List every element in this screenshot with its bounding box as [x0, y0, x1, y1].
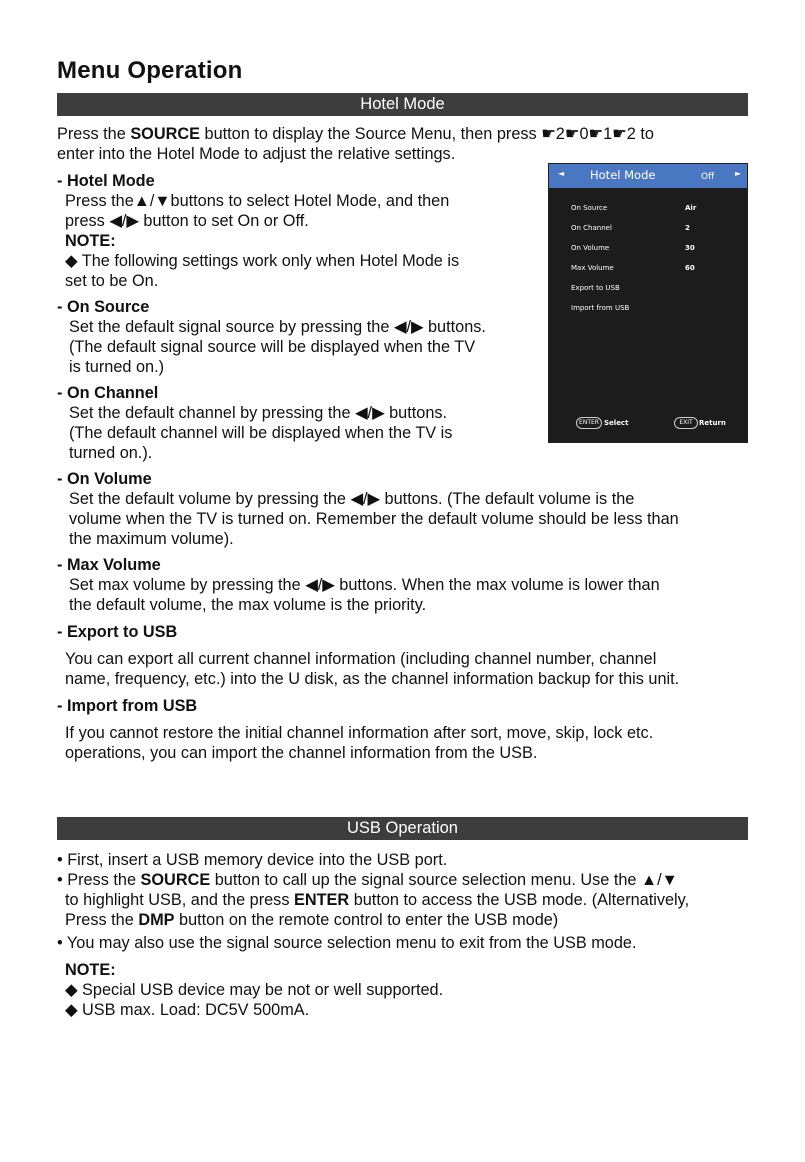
on-volume-heading: - On Volume [57, 470, 152, 488]
menu-item-on-channel: On Channel [571, 224, 612, 232]
hotel-mode-line-1: Press the▲/▼buttons to select Hotel Mode, and then [65, 192, 450, 210]
on-volume-line: volume when the TV is turned on. Remember the default volume should be less than [69, 510, 679, 528]
hotel-intro-line-1: Press the SOURCE button to display the Source Menu, then press ☛2☛0☛1☛2 to [57, 125, 654, 143]
import-usb-line: If you cannot restore the initial channel information after sort, move, skip, lock etc. [65, 724, 654, 742]
export-usb-line: name, frequency, etc.) into the U disk, as the channel information backup for this unit. [65, 670, 680, 688]
exit-key-icon: EXIT [674, 417, 698, 429]
export-usb-line: You can export all current channel information (including channel number, channel [65, 650, 657, 668]
enter-key-icon: ENTER [576, 417, 602, 429]
on-channel-line: turned on.). [69, 444, 153, 462]
menu-value-on-channel: 2 [685, 224, 690, 232]
max-volume-heading: - Max Volume [57, 556, 161, 574]
hotel-intro-line-2: enter into the Hotel Mode to adjust the relative settings. [57, 145, 456, 163]
hotel-mode-line-2: press ◀/▶ button to set On or Off. [65, 212, 309, 230]
import-usb-heading: - Import from USB [57, 697, 198, 715]
export-usb-heading: - Export to USB [57, 623, 178, 641]
on-volume-line: the maximum volume). [69, 530, 234, 548]
usb-note-item: ◆ USB max. Load: DC5V 500mA. [65, 1001, 310, 1019]
hotel-mode-note-line-1: ◆ The following settings work only when Hotel Mode is [65, 252, 460, 270]
menu-item-export-to-usb: Export to USB [571, 284, 620, 292]
on-source-line: Set the default signal source by pressing the ◀/▶ buttons. [69, 318, 486, 336]
usb-operation-section-bar: USB Operation [57, 817, 748, 840]
hotel-mode-menu-screenshot [548, 163, 748, 443]
page-title: Menu Operation [57, 57, 243, 84]
menu-value-on-volume: 30 [685, 244, 695, 252]
hotel-mode-note-line-2: set to be On. [65, 272, 159, 290]
usb-bullet-3: • You may also use the signal source selection menu to exit from the USB mode. [57, 934, 637, 952]
right-arrow-icon: ► [735, 169, 742, 178]
max-volume-line: Set max volume by pressing the ◀/▶ buttons. When the max volume is lower than [69, 576, 660, 594]
menu-item-on-source: On Source [571, 204, 608, 212]
hotel-mode-menu-header [549, 164, 747, 188]
left-arrow-icon: ◄ [558, 169, 565, 178]
usb-bullet-1: • First, insert a USB memory device into the USB port. [57, 851, 448, 869]
on-channel-line: Set the default channel by pressing the ◀/▶ buttons. [69, 404, 448, 422]
hotel-mode-note-label: NOTE: [65, 232, 116, 250]
menu-item-on-volume: On Volume [571, 244, 610, 252]
on-channel-line: (The default channel will be displayed when the TV is [69, 424, 453, 442]
on-source-line: is turned on.) [69, 358, 165, 376]
usb-note-item: ◆ Special USB device may be not or well supported. [65, 981, 444, 999]
hotel-mode-heading: - Hotel Mode [57, 172, 155, 190]
on-volume-line: Set the default volume by pressing the ◀/▶ buttons. (The default volume is the [69, 490, 635, 508]
usb-bullet-2-line-2: to highlight USB, and the press ENTER button to access the USB mode. (Alternatively, [65, 891, 690, 909]
select-hint-label: Select [604, 419, 629, 427]
menu-value-max-volume: 60 [685, 264, 695, 272]
usb-bullet-2-line-1: • Press the SOURCE button to call up the signal source selection menu. Use the ▲/▼ [57, 871, 678, 889]
usb-bullet-2-line-3: Press the DMP button on the remote control to enter the USB mode) [65, 911, 559, 929]
usb-note-label: NOTE: [65, 961, 116, 979]
hotel-mode-menu-value: Off [701, 172, 715, 182]
menu-value-on-source: Air [685, 204, 697, 212]
menu-item-max-volume: Max Volume [571, 264, 614, 272]
on-channel-heading: - On Channel [57, 384, 159, 402]
return-hint-label: Return [699, 419, 726, 427]
menu-item-import-from-usb: Import from USB [571, 304, 630, 312]
on-source-line: (The default signal source will be displayed when the TV [69, 338, 476, 356]
import-usb-line: operations, you can import the channel information from the USB. [65, 744, 538, 762]
max-volume-line: the default volume, the max volume is the priority. [69, 596, 427, 614]
hotel-mode-section-bar: Hotel Mode [57, 93, 748, 116]
hotel-mode-menu-title: Hotel Mode [590, 168, 656, 182]
on-source-heading: - On Source [57, 298, 150, 316]
